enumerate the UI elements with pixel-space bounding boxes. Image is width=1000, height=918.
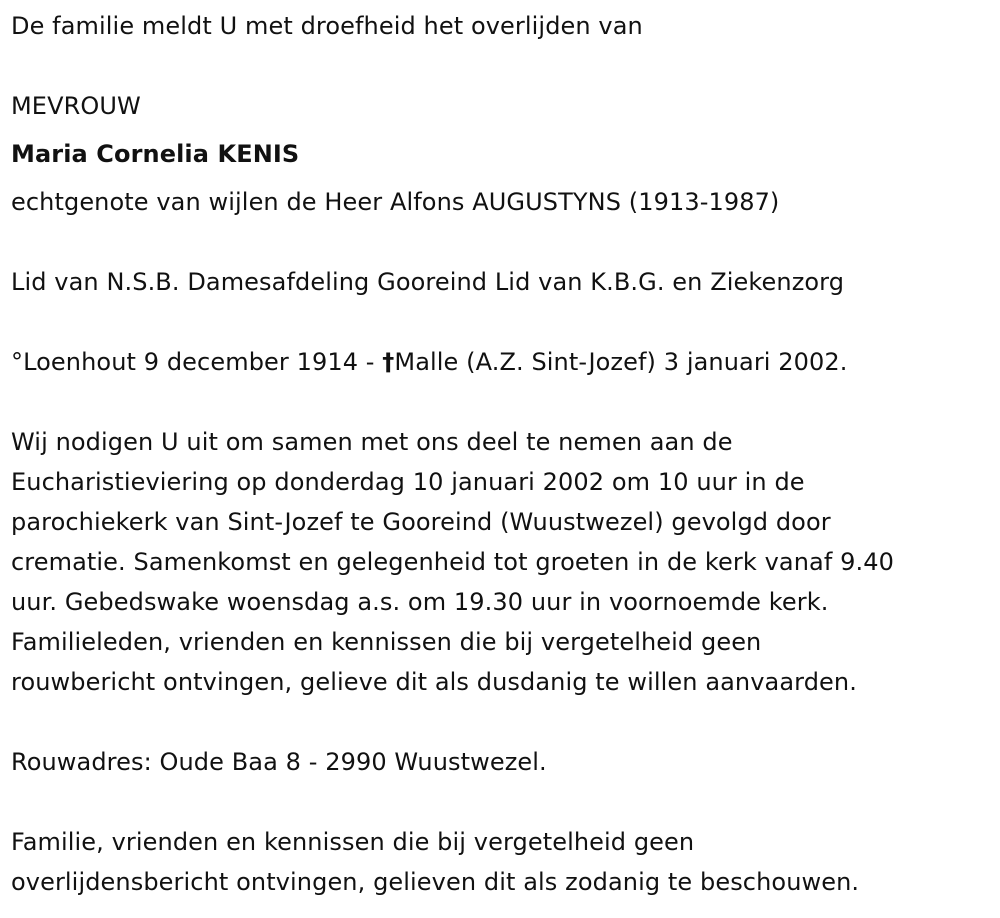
spacer	[11, 782, 996, 822]
honorific-title: MEVROUW	[11, 92, 141, 120]
invitation-paragraph	[11, 422, 996, 702]
death-notice	[11, 6, 996, 902]
birth-text: °Loenhout 9 december 1914 -	[11, 348, 383, 376]
cross-icon: †	[382, 348, 395, 376]
spouse-line: echtgenote van wijlen de Heer Alfons AUGUSTYNS (1913-1987)	[11, 188, 780, 216]
closing-line: overlijdensbericht ontvingen, gelieven dit als zodanig te beschouwen.	[11, 868, 860, 896]
closing-paragraph	[11, 822, 996, 902]
invitation-line: Wij nodigen U uit om samen met ons deel te nemen aan de	[11, 428, 733, 456]
invitation-line: Eucharistieviering op donderdag 10 januari 2002 om 10 uur in de	[11, 468, 805, 496]
spacer	[11, 302, 996, 342]
deceased-name: Maria Cornelia KENIS	[11, 140, 300, 168]
invitation-line: uur. Gebedswake woensdag a.s. om 19.30 uur in voornoemde kerk.	[11, 588, 829, 616]
spacer	[11, 382, 996, 422]
invitation-line: crematie. Samenkomst en gelegenheid tot groeten in de kerk vanaf 9.40	[11, 548, 894, 576]
dates-line	[11, 342, 996, 382]
death-text: Malle (A.Z. Sint-Jozef) 3 januari 2002.	[394, 348, 848, 376]
intro-line: De familie meldt U met droefheid het overlijden van	[11, 12, 643, 40]
membership-line: Lid van N.S.B. Damesafdeling Gooreind Lid van K.B.G. en Ziekenzorg	[11, 268, 845, 296]
spacer	[11, 702, 996, 742]
spacer	[11, 222, 996, 262]
address-line: Rouwadres: Oude Baa 8 - 2990 Wuustwezel.	[11, 748, 547, 776]
invitation-line: Familieleden, vrienden en kennissen die bij vergetelheid geen	[11, 628, 762, 656]
invitation-line: rouwbericht ontvingen, gelieve dit als dusdanig te willen aanvaarden.	[11, 668, 857, 696]
spacer	[11, 46, 996, 86]
closing-line: Familie, vrienden en kennissen die bij vergetelheid geen	[11, 828, 695, 856]
invitation-line: parochiekerk van Sint-Jozef te Gooreind (Wuustwezel) gevolgd door	[11, 508, 831, 536]
